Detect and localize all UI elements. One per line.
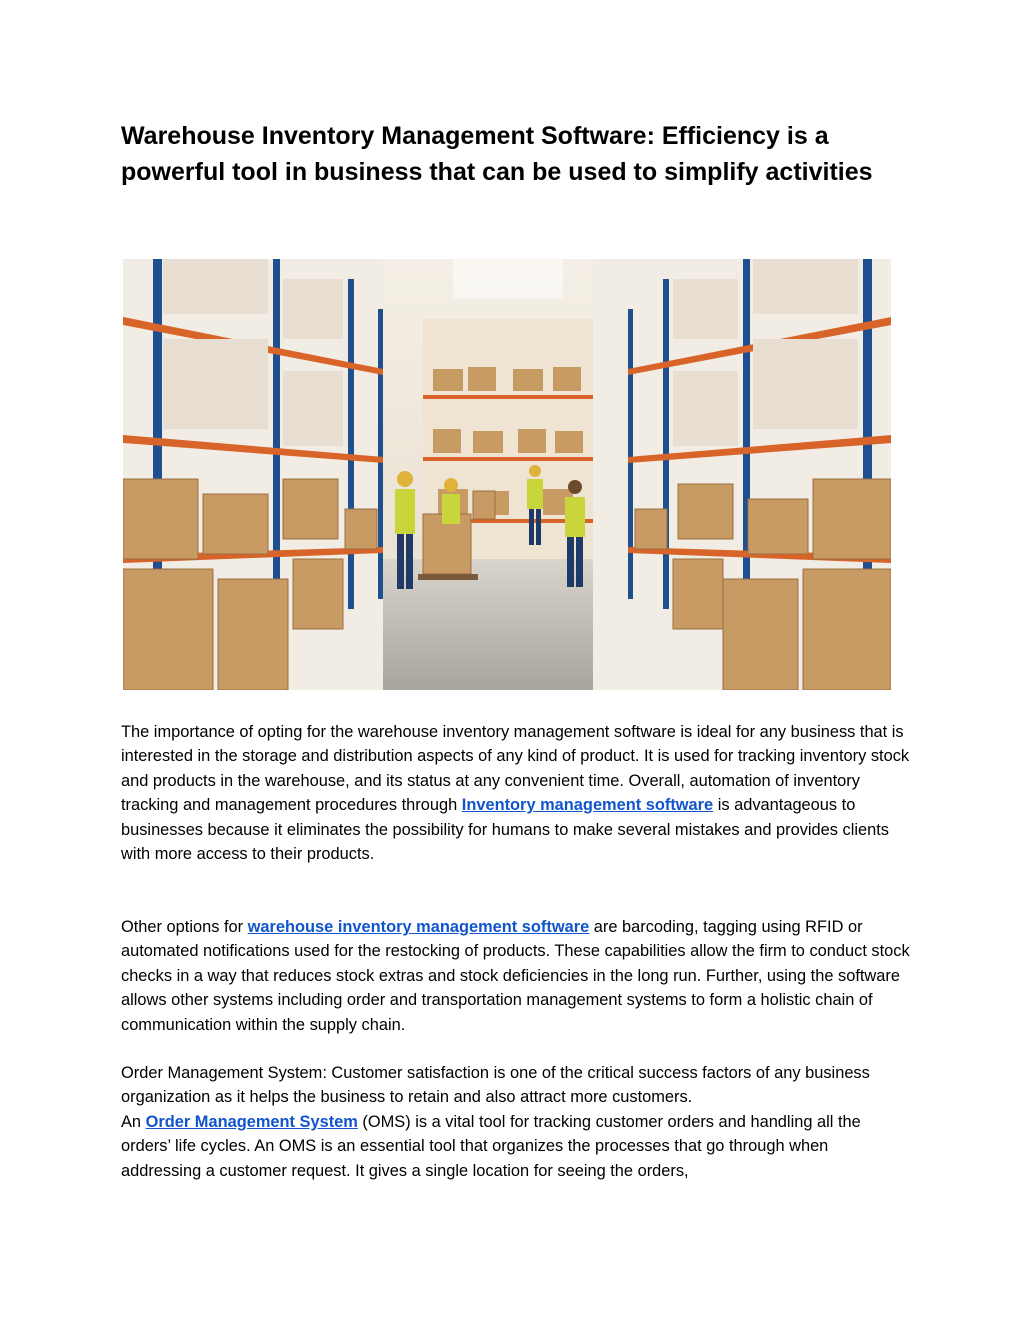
warehouse-photo	[123, 259, 891, 690]
order-management-system-link[interactable]: Order Management System	[145, 1112, 358, 1131]
paragraph-text: are barcoding, tagging using RFID or automated notifications used for the restocking of products. These capabilities allow the firm to conduct stock checks in a way that reduces stock extras and stock deficiencies in the long run. Further, using the software allows other systems including order and transportation management systems to form a holistic chain of communication within the supply chain.	[121, 918, 910, 1034]
page-title: Warehouse Inventory Management Software: Efficiency is a powerful tool in business that can be used to simplify activities	[121, 122, 873, 186]
paragraph-text: The importance of opting for the warehouse inventory management software is ideal for any business that is interested in the storage and distribution aspects of any kind of product. It is used for tracking inventory stock and products in the warehouse, and its status at any convenient time. Overall, automation of inventory tracking and management procedures through	[121, 723, 910, 815]
paragraph-oms	[121, 1061, 911, 1183]
paragraph-text: Order Management System: Customer satisfaction is one of the critical success factors of any business organization as it helps the business to retain and also attract more customers.	[121, 1064, 870, 1107]
paragraph-text: is advantageous to businesses because it eliminates the possibility for humans to make several mistakes and provides clients with more access to their products.	[121, 796, 889, 864]
paragraph-options	[121, 915, 911, 1037]
warehouse-photo-icon	[123, 259, 891, 690]
paragraph-text: Other options for	[121, 918, 248, 936]
paragraph-intro	[121, 720, 911, 866]
paragraph-text: (OMS) is a vital tool for tracking customer orders and handling all the orders’ life cycles. An OMS is an essential tool that organizes the processes that go through when addressing a customer request. It gives a single location for seeing the orders,	[121, 1112, 861, 1180]
paragraph-text: An	[121, 1112, 146, 1131]
inventory-management-software-link[interactable]: Inventory management software	[461, 796, 714, 815]
warehouse-inventory-management-software-link[interactable]: warehouse inventory management software	[247, 918, 590, 936]
